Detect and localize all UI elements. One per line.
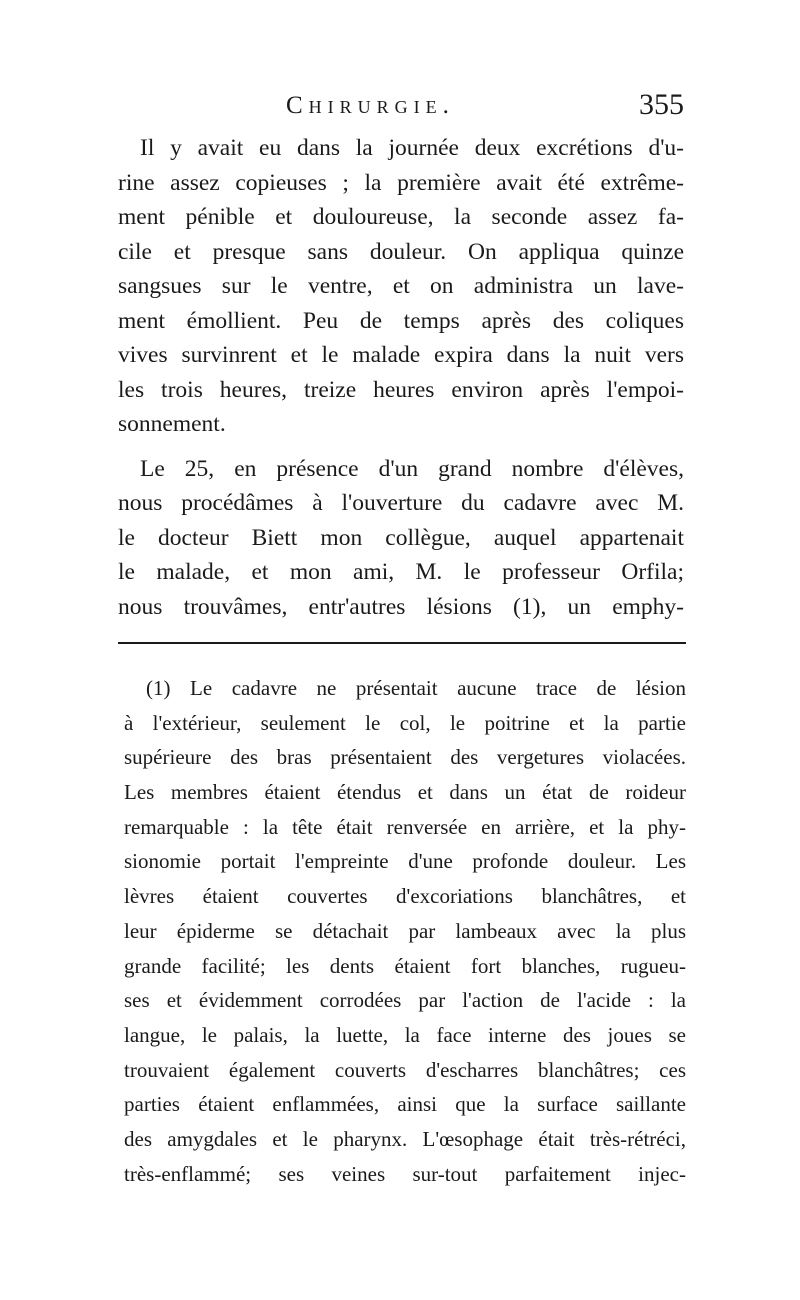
text-line: le docteur Biett mon collègue, auquel appartenait: [118, 524, 684, 551]
text-line: cile et presque sans douleur. On appliqua quinze: [118, 238, 684, 265]
footnote-line: (1) Le cadavre ne présentait aucune trace de lésion: [146, 676, 686, 700]
running-head: Chirurgie.: [286, 92, 455, 119]
footnote-line: supérieure des bras présentaient des vergetures violacées.: [124, 745, 686, 770]
text-line: ment pénible et douloureuse, la seconde assez fa-: [118, 204, 684, 230]
footnote-line: remarquable : la tête était renversée en arrière, et la phy-: [124, 814, 686, 839]
footnote-line: à l'extérieur, seulement le col, le poitrine et la partie: [124, 710, 686, 735]
footnote-line: des amygdales et le pharynx. L'œsophage était très-rétréci,: [124, 1126, 686, 1151]
paragraph-gap: [118, 442, 684, 452]
footnote-line: leur épiderme se détachait par lambeaux avec la plus: [124, 918, 686, 943]
footnote-line: trouvaient également couverts d'escharres blanchâtres; ces: [124, 1057, 686, 1082]
footnote-line: Les membres étaient étendus et dans un état de roideur: [124, 780, 686, 805]
text-line: nous trouvâmes, entr'autres lésions (1), un emphy-: [118, 593, 684, 620]
text-line: le malade, et mon ami, M. le professeur Orfila;: [118, 559, 684, 585]
footnote-separator-rule: [118, 642, 686, 644]
footnote-line: ses et évidemment corrodées par l'action de l'acide : la: [124, 988, 686, 1013]
paragraph: [118, 452, 684, 625]
text-line: Il y avait eu dans la journée deux excrétions d'u-: [140, 135, 684, 161]
text-line: les trois heures, treize heures environ après l'empoi-: [118, 376, 684, 403]
text-line: vives survinrent et le malade expira dans la nuit vers: [118, 342, 684, 368]
text-line: ment émollient. Peu de temps après des coliques: [118, 307, 684, 334]
text-line: nous procédâmes à l'ouverture du cadavre avec M.: [118, 490, 684, 516]
footnote: [124, 671, 686, 1191]
page-number: 355: [639, 88, 684, 121]
footnote-line: sionomie portait l'empreinte d'une profonde douleur. Les: [124, 849, 686, 874]
footnote-line: langue, le palais, la luette, la face interne des joues se: [124, 1022, 686, 1047]
footnote-line: parties étaient enflammées, ainsi que la surface saillante: [124, 1092, 686, 1117]
page-header: [118, 88, 684, 128]
text-line: rine assez copieuses ; la première avait été extrême-: [118, 169, 684, 196]
text-line: Le 25, en présence d'un grand nombre d'élèves,: [140, 455, 684, 482]
footnote-line: lèvres étaient couvertes d'excoriations blanchâtres, et: [124, 884, 686, 909]
footnote-line: très-enflammé; ses veines sur-tout parfaitement injec-: [124, 1161, 686, 1186]
footnote-line: grande facilité; les dents étaient fort blanches, rugueu-: [124, 953, 686, 978]
main-text: [118, 131, 684, 624]
paragraph: [118, 131, 684, 442]
text-line: sonnement.: [118, 411, 226, 437]
text-line: sangsues sur le ventre, et on administra un lave-: [118, 273, 684, 299]
